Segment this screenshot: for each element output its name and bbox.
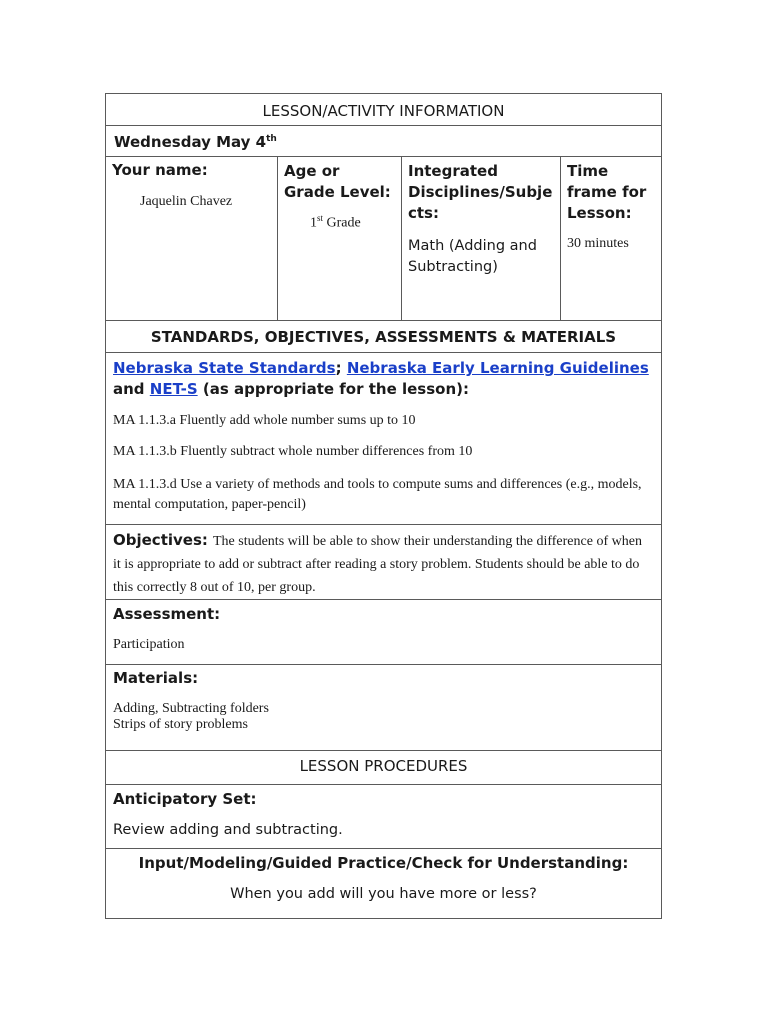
name-cell xyxy=(106,157,278,320)
material-item: Adding, Subtracting folders xyxy=(113,701,269,716)
time-label-line1: Time xyxy=(567,162,609,180)
procedures-title: LESSON PROCEDURES xyxy=(299,757,468,775)
assessment-section xyxy=(105,600,662,665)
date-suffix: th xyxy=(266,134,277,144)
disciplines-cell xyxy=(402,157,561,320)
standard-item: MA 1.1.3.d Use a variety of methods and tools to compute sums and differences (e.g., models, mental computation, paper-pencil) xyxy=(113,477,642,512)
procedures-header xyxy=(105,751,662,785)
grade-label-line1: Age or xyxy=(284,162,340,180)
materials-label: Materials: xyxy=(113,669,199,687)
assessment-label: Assessment: xyxy=(113,605,221,623)
disc-value-line1: Math (Adding and xyxy=(408,238,537,254)
materials-section xyxy=(105,665,662,751)
assessment-text: Participation xyxy=(113,637,185,652)
objectives-section xyxy=(105,525,662,600)
lesson-info-title: LESSON/ACTIVITY INFORMATION xyxy=(262,102,505,120)
objectives-text: The students will be able to show their understanding the difference of when it is appropriate to add or subtract after reading a story problem. Students should be able to do this correctly 8 out of 10, per group. xyxy=(113,534,642,595)
anticipatory-text: Review adding and subtracting. xyxy=(113,822,343,838)
nebraska-state-standards-link[interactable]: Nebraska State Standards xyxy=(113,359,336,377)
input-section xyxy=(105,849,662,919)
disc-label-line2: Disciplines/Subje xyxy=(408,183,553,201)
material-item: Strips of story problems xyxy=(113,717,248,732)
grade-suffix: st xyxy=(317,213,324,223)
early-learning-guidelines-link[interactable]: Nebraska Early Learning Guidelines xyxy=(346,359,649,377)
grade-cell xyxy=(278,157,402,320)
objectives-label: Objectives: xyxy=(113,531,208,549)
time-label-line3: Lesson: xyxy=(567,204,632,222)
standards-and: and xyxy=(113,380,145,398)
standards-suffix: (as appropriate for the lesson): xyxy=(202,380,469,398)
standards-section xyxy=(105,353,662,525)
anticipatory-section xyxy=(105,785,662,849)
standards-separator: ; xyxy=(335,359,342,377)
disc-label-line3: cts: xyxy=(408,204,439,222)
disc-value-line2: Subtracting) xyxy=(408,259,498,275)
grade-label-line2: Grade Level: xyxy=(284,183,391,201)
input-text: When you add will you have more or less? xyxy=(230,886,537,902)
name-label: Your name: xyxy=(112,161,208,179)
lesson-plan-document xyxy=(105,93,662,919)
input-label: Input/Modeling/Guided Practice/Check for Understanding: xyxy=(138,854,629,872)
grade-word: Grade xyxy=(323,215,361,231)
standards-title: STANDARDS, OBJECTIVES, ASSESSMENTS & MATERIALS xyxy=(150,328,617,346)
standards-intro xyxy=(113,358,653,400)
standard-item: MA 1.1.3.a Fluently add whole number sums up to 10 xyxy=(113,413,416,428)
objectives-paragraph xyxy=(113,529,653,598)
time-cell xyxy=(561,157,661,320)
grade-value xyxy=(310,213,395,232)
date-row xyxy=(105,126,662,157)
date-text: Wednesday May 4 xyxy=(114,133,267,151)
grade-number: 1 xyxy=(310,215,317,231)
disc-label-line1: Integrated xyxy=(408,162,498,180)
info-row xyxy=(105,157,662,321)
time-value: 30 minutes xyxy=(567,236,629,251)
name-value: Jaquelin Chavez xyxy=(140,194,233,209)
standard-item: MA 1.1.3.b Fluently subtract whole number differences from 10 xyxy=(113,444,473,459)
anticipatory-label: Anticipatory Set: xyxy=(113,790,257,808)
net-s-link[interactable]: NET-S xyxy=(149,380,198,398)
lesson-info-header xyxy=(105,93,662,126)
time-label-line2: frame for xyxy=(567,183,647,201)
standards-header xyxy=(105,321,662,353)
